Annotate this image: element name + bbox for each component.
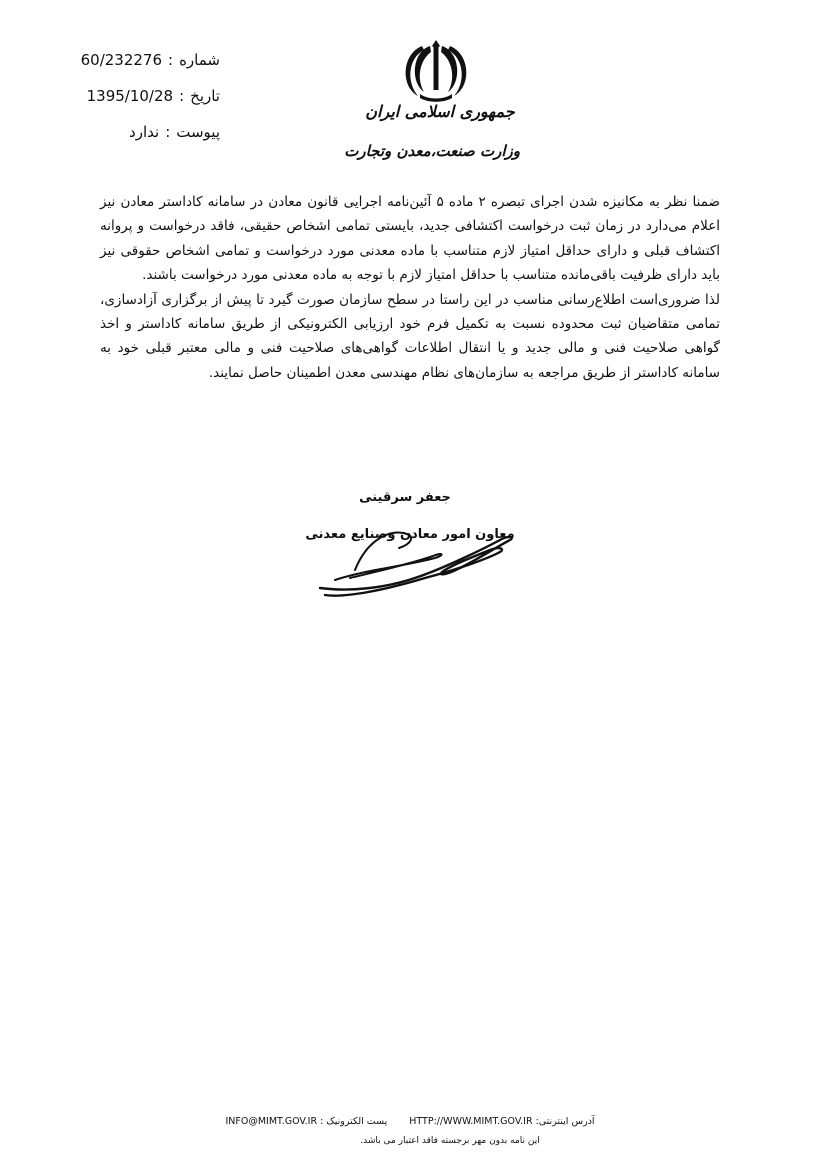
separator: :	[165, 123, 171, 141]
letter-date-value: 1395/10/28	[86, 87, 174, 105]
letter-number-value: 60/232276	[80, 51, 163, 69]
footer-validity-note: این نامه بدون مهر برجسته فاقد اعتبار می باشد.	[360, 1136, 540, 1146]
body-paragraph: ضمنا نظر به مکانیزه شدن اجرای تبصره ۲ ماده ۵ آئین‌نامه اجرایی قانون معادن در سامانه کاداستر معادن نیز اعلام می‌دارد در زمان ثبت درخواست اکتشافی جدید، بایستی تمامی اشخاص حقیقی، فاقد درخواست و پروانه اکتشاف قبلی و دارای حداقل امتیاز لازم متناسب با ماده معدنی مورد درخواست و تمامی اشخاص حقوقی نیز باید دارای ظرفیت باقی‌مانده متناسب با حداقل امتیاز لازم با توجه به ماده معدنی مورد درخواست باشند.	[100, 194, 720, 284]
handwritten-signature	[295, 500, 525, 610]
org-name-republic: جمهوری اسلامی ایران	[365, 102, 515, 121]
signatory-title: معاون امور معادن وصنایع معدنی	[305, 527, 515, 542]
org-name-ministry: وزارت صنعت،معدن وتجارت	[344, 142, 520, 160]
signatory-name: جعفر سرقینی	[359, 490, 451, 505]
separator: :	[168, 51, 174, 69]
footer-contact	[200, 1116, 620, 1127]
body-paragraph: لذا ضروری‌است اطلاع‌رسانی مناسب در این راستا در سطح سازمان صورت گیرد تا پیش از برگزاری آزادسازی، تمامی متقاضیان ثبت محدوده نسبت به تکمیل فرم خود ارزیابی الکترونیکی از طریق سامانه کاداستر و اخذ گواهی صلاحیت فنی و مالی جدید و یا انتقال اطلاعات گواهی‌های صلاحیت فنی و مالی معتبر قبلی خود به سامانه کاداستر از طریق مراجعه به سازمان‌های نظام مهندسی معدن اطمینان حاصل نمایند.	[100, 291, 720, 381]
email-label: پست الکترونیک :	[320, 1116, 388, 1127]
separator: :	[179, 87, 185, 105]
email-link[interactable]: INFO@MIMT.GOV.IR	[225, 1116, 318, 1127]
national-emblem-icon	[400, 36, 472, 102]
website-link[interactable]: HTTP://WWW.MIMT.GOV.IR	[409, 1116, 533, 1127]
letter-attachment-label: پیوست	[176, 123, 220, 141]
letter-metadata	[60, 48, 220, 156]
letter-body	[100, 190, 720, 385]
letter-number-row	[60, 48, 220, 84]
letter-date-row	[60, 84, 220, 120]
website-label: آدرس اینترنتی:	[535, 1116, 595, 1127]
letter-attachment-value: ندارد	[129, 123, 160, 141]
letter-number-label: شماره	[179, 51, 220, 69]
letter-attachment-row	[60, 120, 220, 156]
letter-date-label: تاریخ	[190, 87, 220, 105]
